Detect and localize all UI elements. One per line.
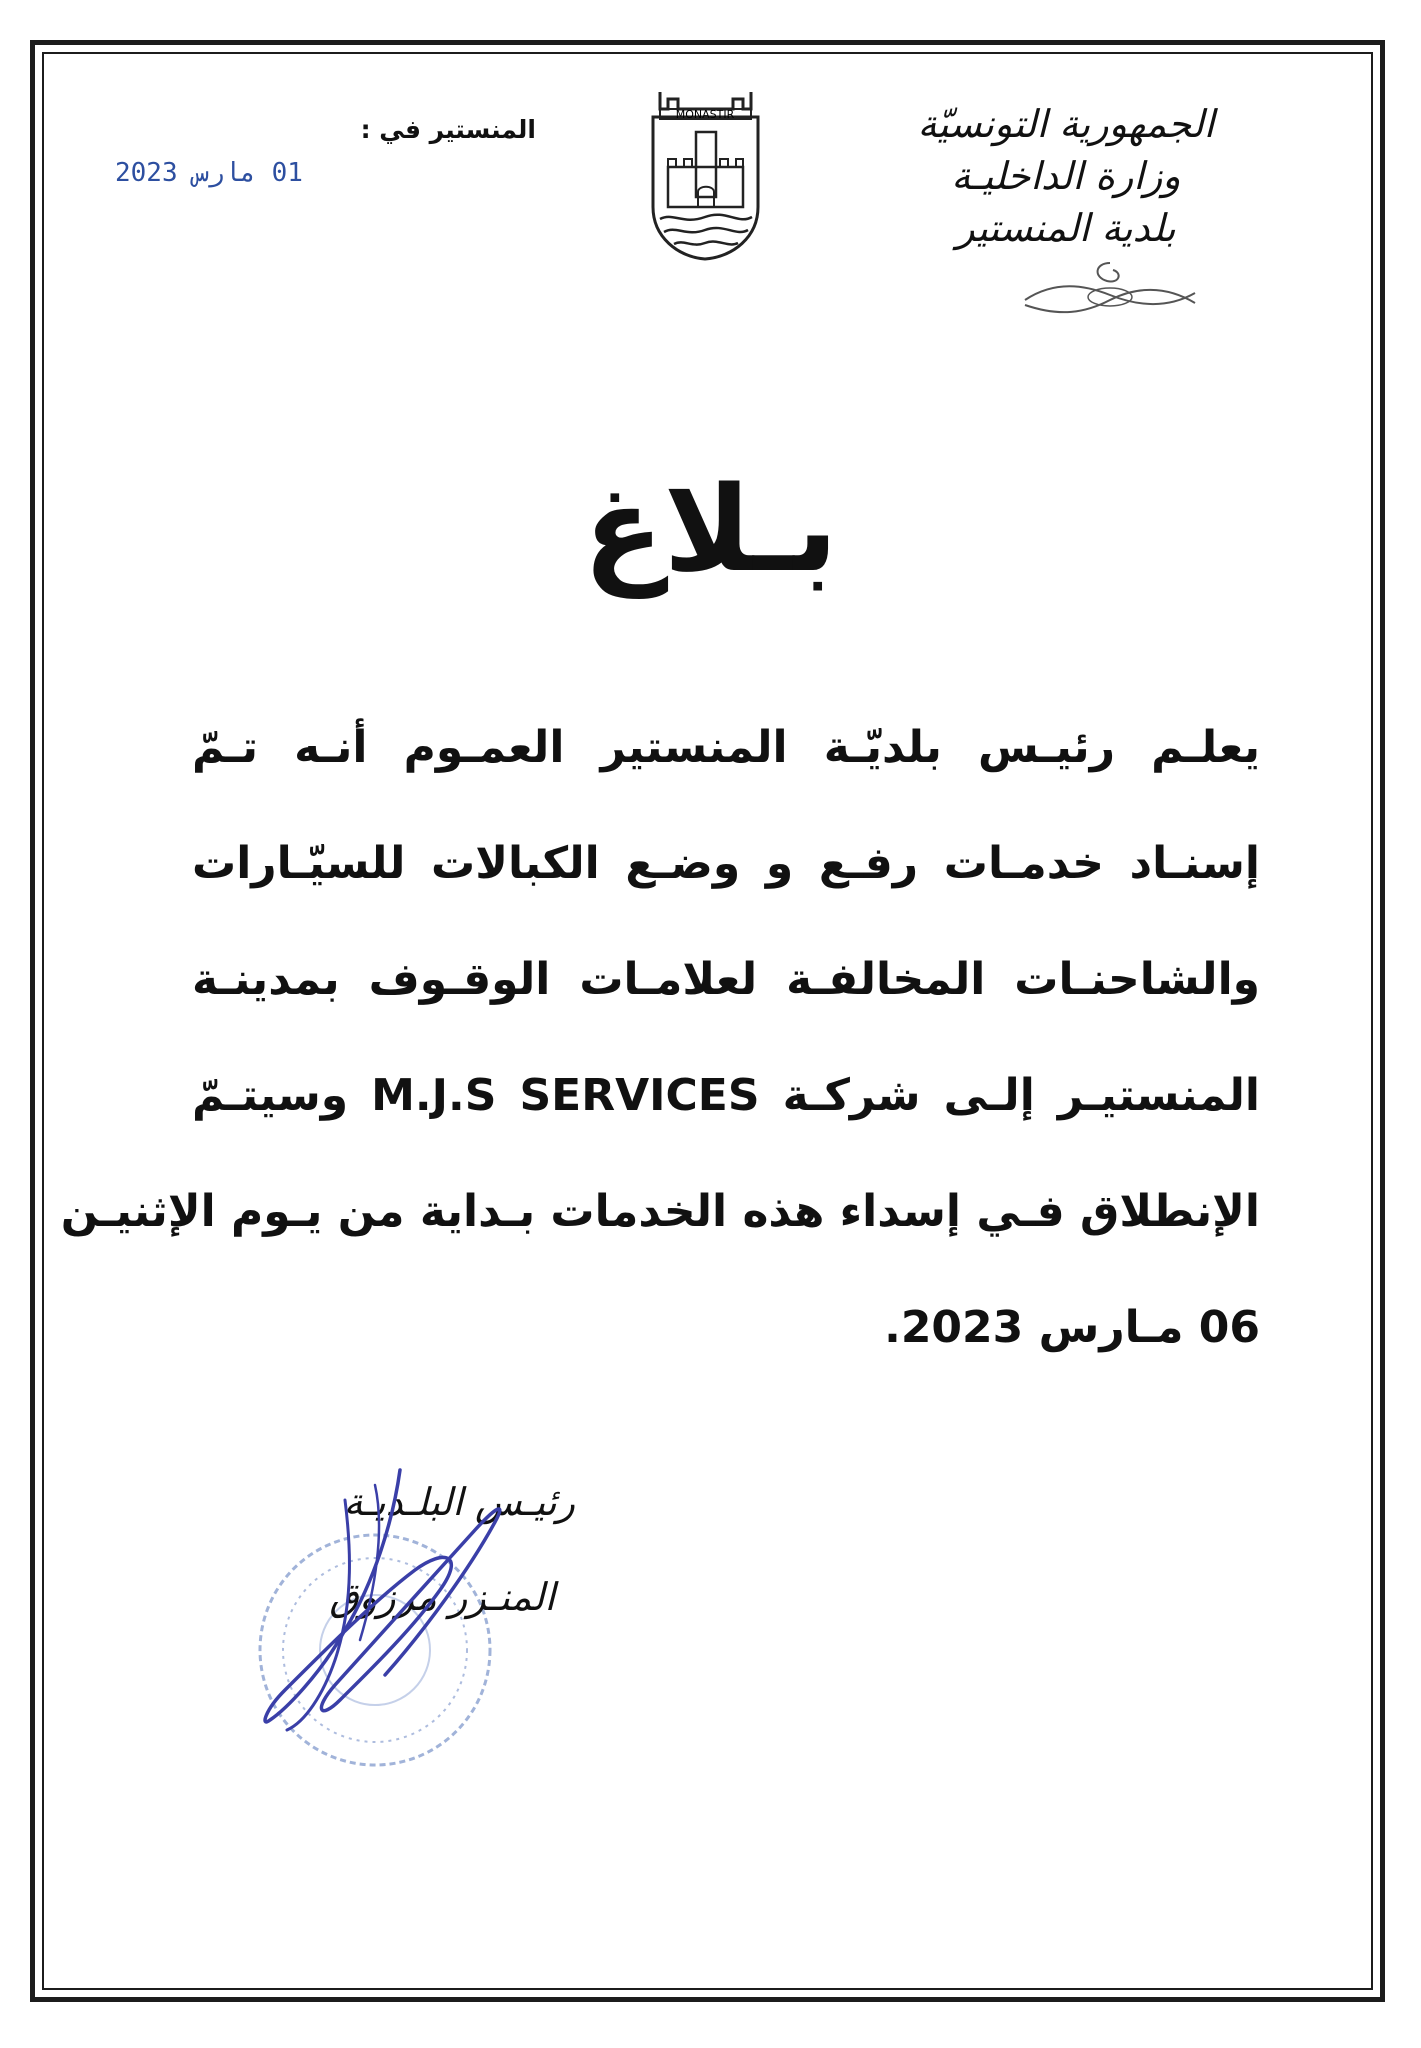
stamp-year: 2023 <box>115 158 178 188</box>
stamp-day: 01 <box>271 158 303 188</box>
document-title: بـلاغ <box>583 460 838 598</box>
body-line: إسنـاد خدمـات رفـع و وضـع الكبالات للسيّـارات <box>192 838 1260 889</box>
body-line: المنستيـر إلـى شركـة M.J.S SERVICES وسيتـمّ <box>192 1070 1260 1121</box>
date-stamp <box>115 158 305 198</box>
municipality-emblem <box>648 87 763 262</box>
ornament-flourish-icon <box>1015 255 1205 325</box>
body-line: الإنطلاق فـي إسداء هذه الخدمات بـداية من يـوم الإثنيـن <box>60 1186 1260 1237</box>
letterhead-country: الجمهورية التونسيّة <box>917 102 1215 146</box>
emblem-label: MONASTIR <box>675 108 735 121</box>
letterhead-municipality: بلدية المنستير <box>956 206 1176 250</box>
stamp-month: مارس <box>193 158 256 188</box>
signatory-title: رئيـس البلـديـة <box>343 1480 575 1524</box>
signatory-name: المنـزر مرزوق <box>329 1575 555 1619</box>
body-line-date: 06 مـارس 2023. <box>884 1302 1260 1353</box>
signature-block <box>225 1460 605 1790</box>
announcement-body <box>60 690 1260 1386</box>
place-date-label: المنستير في : <box>360 115 536 144</box>
letterhead-ministry: وزارة الداخليـة <box>951 154 1181 198</box>
handwritten-signature-icon <box>225 1460 605 1790</box>
letterhead <box>886 98 1246 254</box>
body-line: والشاحنـات المخالفـة لعلامـات الوقـوف بمدينـة <box>192 954 1260 1005</box>
body-line: يعلـم رئيـس بلديّـة المنستير العمـوم أنـه تـمّ <box>192 722 1260 773</box>
